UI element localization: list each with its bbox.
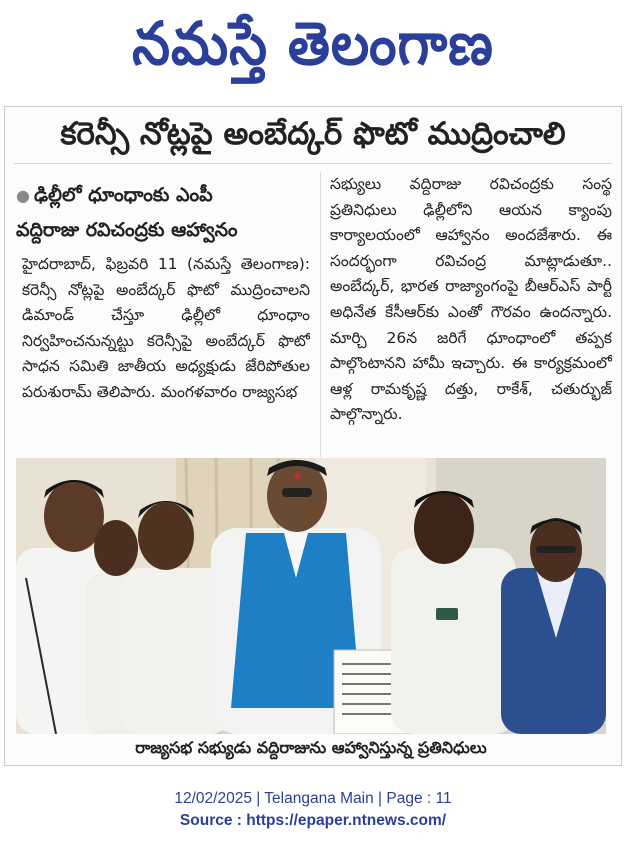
subhead-line-1: ఢిల్లీలో ధూంధాంకు ఎంపీ (33, 184, 213, 206)
article-subhead (16, 178, 310, 247)
article-headline: కరెన్సీ నోట్లపై అంబేద్కర్ ఫొటో ముద్రించాలి (14, 112, 612, 164)
photo-caption: రాజ్యసభ సభ్యుడు వద్దిరాజును ఆహ్వానిస్తున్న ప్రతినిధులు (135, 737, 487, 757)
source-link[interactable]: Source : https://epaper.ntnews.com/ (179, 812, 447, 829)
newspaper-title: నమస్తే తెలంగాణ (132, 8, 494, 79)
article-body-left: హైదరాబాద్, ఫిబ్రవరి 11 (నమస్తే తెలంగాణ): కరెన్సీ నోట్లపై అంబేద్కర్ ఫొటో ముద్రించాలని డిమాండ్ చేస్తూ ఢిల్లీలో ధూంధాం నిర్వహించనున్నట్టు కరెన్సీపై అంబేద్కర్ ఫొటో సాధన సమితి జాతీయ అధ్యక్షుడు జేరిపోతుల పరుశురామ్ తెలిపారు. మంగళవారం రాజ్యసభ (22, 255, 310, 401)
edition-info: 12/02/2025 | Telangana Main | Page : 11 (174, 790, 452, 807)
article-photo (16, 458, 606, 734)
bullet-icon: ● (16, 186, 30, 205)
column-divider (320, 172, 321, 457)
article-body-right: సభ్యులు వద్దిరాజు రవిచంద్రకు సంస్థ ప్రతినిధులు ఢిల్లీలోని ఆయన క్యాంపు కార్యాలయంలో ఆహ్వానం అందజేశారు. ఈ సందర్భంగా రవిచంద్ర మాట్లాడుతూ.. అంబేద్కర్, భారత రాజ్యాంగంపై బీఆర్ఎస్ పార్టీ అధినేత కేసీఆర్‌కు ఎంతో గౌరవం ఉందన్నారు. మార్చి 26న జరిగే ధూంధాంలో తప్పక పాల్గొంటానని హామీ ఇచ్చారు. ఈ కార్యక్రమంలో ఆళ్ల రామకృష్ణ దత్తు, రాకేశ్, చతుర్భుజ్ పాల్గొన్నారు. (330, 175, 612, 424)
subhead-line-2: వద్దిరాజు రవిచంద్రకు ఆహ్వానం (16, 219, 238, 241)
masthead (0, 0, 626, 88)
group-photo-illustration (16, 458, 606, 734)
